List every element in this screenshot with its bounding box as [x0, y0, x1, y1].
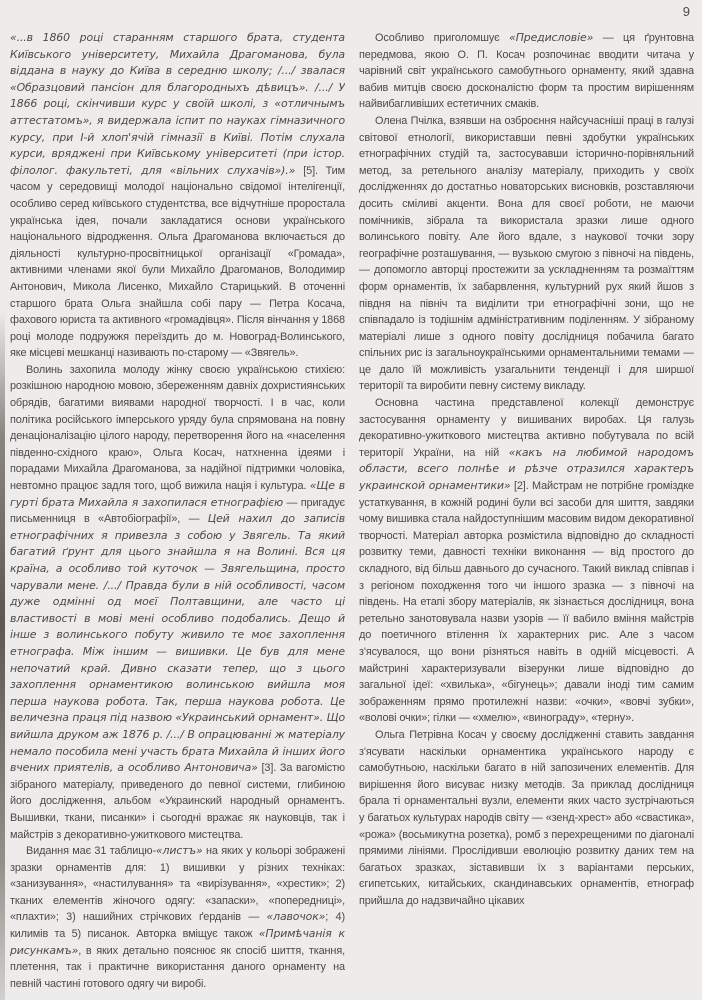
- column-right: [359, 30, 694, 992]
- quoted-italic-text: «Примѣчанія к рисункамъ»: [10, 927, 345, 957]
- page-number: 9: [682, 4, 690, 19]
- quoted-italic-text: Цей нахил до записів етнографічних я привезла з собою у Звягель. Та який багатий ґрунт для цього знайшла я на Волині. Вся ця країна, а особливо той куточок — Звягельщина, просто чарували мене. /.../ Правда були в ній особливості, часом дуже одмінні од моєї Полтавщини, але часто ці властивості в мові мені особливо подобались. Дещо й інше з волинського побуту живило те моє захоплення етнографа. Між іншим — вишивки. Це був для мене непочатий край. Дивно сказати тепер, що з цього захоплення орнаментикою волинською вийшла моя перша наукова робота. Так, перша наукова робота. Це величезна праця під назвою «Украинський орнамент». Що вийшла друком аж 1876 р. /.../ В опрацюванні ж матеріалу немало пособила мені участь брата Михайла й інших його вчених приятелів, а особливо Антоновича»: [10, 512, 345, 775]
- body-text: ; 4) килимів та 5) писанок. Авторка вміщує також: [10, 911, 345, 941]
- quoted-italic-text: «...в 1860 році старанням старшого брата, студента Київського університету, Михайла Драгоманова, була віддана в науку до Київа в середню школу; /.../ звалася «Образцовий пансіон для благородныхъ дѣвицъ». /.../ У 1866 році, скінчивши курс у своїй школі, з «отличнымъ аттестатомъ», я видержала іспит по науках гімназичного курсу, при І-й хлоп'ячій гімназії в Київі. Потім слухала курси, вряджені при Київському університеті (при істор. філолог. факультеті, для «вільних слухачів»).»: [10, 31, 345, 177]
- body-text: — пригадує письменниця в «Автобіографії», —: [10, 496, 345, 526]
- quoted-italic-text: «лавочок»: [266, 910, 326, 924]
- text-columns: [10, 30, 694, 992]
- paragraph: [359, 30, 694, 113]
- quoted-italic-text: «листъ»: [155, 844, 203, 858]
- scan-edge-shadow: [0, 310, 5, 1000]
- body-text: на яких у кольорі зображені зразки орнаментів для: 1) вишивки у різних техніках: «занизування», «настилування» та «вирізування», «хрестик»; 2) тканих елементів жіночого одягу: «запаски», «попередниці», «плахти»; 3) нашийних стрічкових ґерданів —: [10, 845, 345, 924]
- body-text: Основна частина представленої колекції демонструє застосування орнаменту у вишиваних виробах. Ця галузь декоративно-ужиткового мистецтва активно побутувала по всій території України, на ній: [359, 397, 694, 459]
- body-text: Особливо приголомшує: [375, 32, 510, 44]
- body-text: Ольга Петрівна Косач у своєму дослідженні ставить завдання з'ясувати наскільки орнаментика українського народу є самобутньою, наскільки багато в ній запозичених елементів. Для вирішення його висуває низку методів. За приклад дослідниця брала ті орнаментальні вузли, елементи яких часто зустрічаються у багатьох культурах народів світу — «зенд-хрест» або «свастика», «рожа» (восьмикутна розетка), ромб з перехрещеними по діагоналі прямими лініями. Прослідивши еволюцію розвитку даних тем на багатьох зразках, зіставивши їх з варіантами перських, єгипетських, китайських, скандинавських орнаментів, етнограф прийшла до надзвичайно цікавих: [359, 728, 694, 907]
- quoted-italic-text: «Предисловіе»: [509, 31, 594, 44]
- quoted-italic-text: «какъ на любимой народомъ области, всего полнѣе и рѣзче отразился характеръ украинской орнаментики»: [359, 445, 694, 493]
- quoted-italic-text: «Ще в гурті брата Михайла я захопилася етнографією: [10, 479, 345, 509]
- body-text: — ця ґрунтовна передмова, якою О. П. Косач розпочинає вводити читача у чарівний світ українського самобутнього орнаменту, який здавна вабив митців своєю досконалістю форм та простим вирішенням найвибагливіших естетичних смаків.: [359, 32, 694, 111]
- body-text: , в яких детально пояснює як спосіб шиття, ткання, плетення, так і практичне використання даного орнаменту на певній частині готового одягу чи виробі.: [10, 944, 345, 990]
- body-text: Волинь захопила молоду жінку своєю українською стихією: розкішною народною мовою, збереженням давніх дохристиянських обрядів, багатими виявами народної творчості. І в час, коли політика російського імперського уряду була спрямована на повну денаціоналізацію цілого народу, перетворення його на «населення південно-східного краю», Ольга Косач, натхненна ідеями і порадами Михайла Драгоманова, за надійної підтримки чоловіка, невтомно працює задля того, щоб вижила нація і культура.: [10, 363, 345, 493]
- paragraph: [359, 113, 694, 395]
- body-text: Видання має 31 таблицю-: [26, 845, 156, 858]
- paragraph: [10, 362, 345, 843]
- paragraph: [359, 727, 694, 910]
- paragraph: [10, 843, 345, 992]
- paragraph: [359, 395, 694, 727]
- column-left: [10, 30, 345, 992]
- body-text: Олена Пчілка, взявши на озброєння найсучасніші праці в галузі світової етнології, використавши певні здобутки українських етнографічних студій та, застосувавши історично-порівняльний метод, за ретельного аналізу матеріалу, приходить у своїх дослідженнях до достатньо новаторських висновків, розставляючи досить сміливі акценти. Вона для своєї роботи, не маючи помічників, зібрала та використала зразки лише одного волинського повіту. Але його вдале, з наукової точки зору географічне розташування, — вузькою смугою з півночі на південь, — допомогло авторці простежити за ускладненням та розмаїттям форм орнаментів, їх забарвлення, культурний рух який йшов з півдня на північ та виділити три етнографічні зони, що не співпадало із тодішнім адміністративним поділенням. У зібраному матеріалі лише з одного повіту дослідниця побачила багато спільних рис із загальноукраїнськими орнаментальними темами — це дало їй можливість узагальнити тенденції і для ширшої території та виробити певну систему викладу.: [359, 114, 694, 393]
- body-text: [3]. За вагомістю зібраного матеріалу, приведеного до певної системи, глибиною його дослідження, альбом «Украинский народный орнаментъ. Вышивки, ткани, писанки» і сьогодні вражає як науковців, так і майстрів з декоративно-ужиткового мистецтва.: [10, 762, 345, 841]
- body-text: [5]. Тим часом у середовищі молодої національно свідомої інтелігенції, особливо серед київського студентства, все відчутніше проростала українська ідея, почали закладатися основи українського національного відродження. Ольга Драгоманова включається до діяльності культурно-просвітницької організації «Громада», активними членами якої були Михайло Драгоманов, Володимир Антонович, Микола Лисенко, Михайло Старицький. В оточенні старшого брата Ольга знайшла собі пару — Петра Косача, фахового юриста та активного «громадівця». Після вінчання у 1868 році молоде подружжя переїздить до м. Новоград-Волинського, яке місцеві мешканці називають по-старому — «Звягель».: [10, 164, 345, 360]
- body-text: [2]. Майстрам не потрібне громіздке устаткування, в кожній родині були всі засоби для шиття, завдяки чому вишивка стала найдоступнішим масовим видом декоративної творчості. Матеріал авторка розмістила відповідно до складності розвитку теми, давності техніки виконання — від простого до складного, від більш давнього до сучасного. Такий виклад співпав і з регіоном походження того чи іншого зразка — з півночі на південь. На етапі збору матеріалів, як зізнається дослідниця, вона ретельно занотовувала назви узорів — її вабило вміння майстрів до поетичного втілення їх характерних рис. Але з часом з'ясувалося, що вони різняться навіть в одній місцевості. А майстрині характеризували візерунки лише відповідно до загальної ідеї: «хвилька», «бігунець»; давали іноді тим самим зображенням прямо протилежні назви: «очки», «вовчі зубки», «волові очки»; гілки — «хмелю», «винограду», «терну».: [359, 480, 694, 725]
- paragraph: [10, 30, 345, 362]
